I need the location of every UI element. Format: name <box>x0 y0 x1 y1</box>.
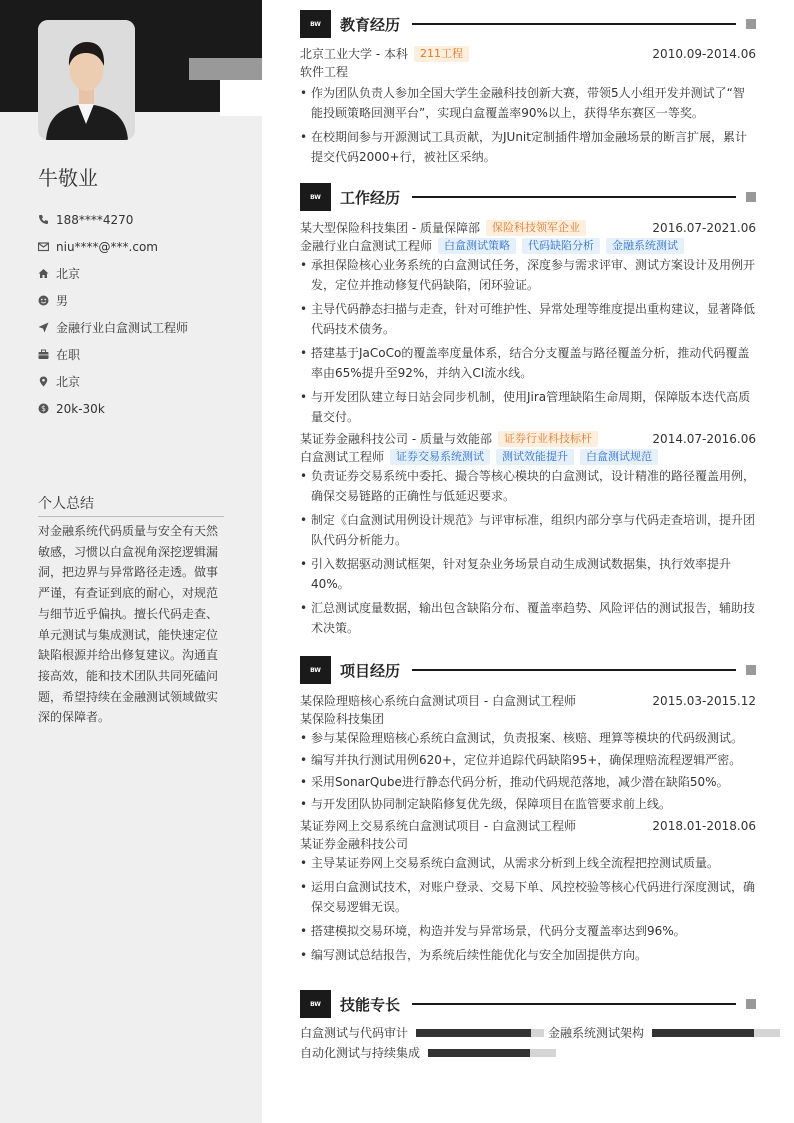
section-title: 项目经历 <box>340 661 401 680</box>
skill-bar-fill <box>428 1049 530 1057</box>
section-divider <box>412 23 736 25</box>
role-tag: 代码缺陷分析 <box>522 238 600 254</box>
info-residence <box>38 260 248 287</box>
list-item: • 与开发团队建立每日站会同步机制，使用Jira管理缺陷生命周期，保障版本迭代高质量交付。 <box>300 387 756 427</box>
section-badge: BW <box>300 183 331 211</box>
section-title: 教育经历 <box>340 15 401 34</box>
section-square <box>746 665 756 675</box>
work-bullets <box>300 255 756 427</box>
info-job-target <box>38 314 248 341</box>
list-item: • 编写测试总结报告，为系统后续性能优化与安全加固提供方向。 <box>300 945 756 965</box>
skill-bar <box>428 1049 556 1057</box>
skill-bar-fill <box>416 1029 531 1037</box>
section-square <box>746 192 756 202</box>
project-entry <box>300 692 756 814</box>
skill-item <box>548 1024 780 1041</box>
work-date: 2016.07-2021.06 <box>652 221 756 235</box>
home-icon <box>38 268 49 279</box>
candidate-name: 牛敬业 <box>38 166 98 190</box>
summary-text: 对金融系统代码质量与安全有天然敏感，习惯以白盒视角深挖逻辑漏洞，把边界与异常路径走透。做事严谨，有查证到底的耐心，对规范与细节近乎偏执。擅长代码走查、单元测试与集成测试，能快速定位缺陷根源并给出修复建议。沟通直接高效，能和技术团队共同死磕问题，希望持续在金融测试领域做实深的保障者。 <box>38 524 219 725</box>
section-title: 工作经历 <box>340 188 401 207</box>
sidebar-accent-block <box>189 58 262 80</box>
job-target-text: 金融行业白盒测试工程师 <box>56 321 189 335</box>
location-icon <box>38 376 49 387</box>
contact-info-list <box>38 206 248 422</box>
role-tag: 白盒测试规范 <box>580 449 658 465</box>
salary-icon <box>38 403 49 414</box>
info-salary <box>38 395 248 422</box>
project-entry <box>300 817 756 965</box>
work-entry <box>300 219 756 427</box>
list-item: • 编写并执行测试用例620+，定位并追踪代码缺陷95+，确保理赔流程逻辑严密。 <box>300 750 756 770</box>
section-badge: BW <box>300 10 331 38</box>
role-tag: 证券交易系统测试 <box>390 449 490 465</box>
company-tag: 保险科技领军企业 <box>486 220 586 236</box>
major: 软件工程 <box>300 65 349 79</box>
list-item: • 主导代码静态扫描与走查，针对可维护性、异常处理等维度提出重构建议，显著降低代码技术债务。 <box>300 299 756 339</box>
list-item: • 作为团队负责人参加全国大学生金融科技创新大赛，带领5人小组开发并测试了“智能投顾策略回测平台”，实现白盒覆盖率90%以上，获得华东赛区一等奖。 <box>300 83 756 123</box>
role-title: 白盒测试工程师 <box>300 450 385 464</box>
skill-bar <box>416 1029 544 1037</box>
send-icon <box>38 322 49 333</box>
info-status <box>38 341 248 368</box>
list-item: • 主导某证券网上交易系统白盒测试，从需求分析到上线全流程把控测试质量。 <box>300 853 756 873</box>
list-item: • 制定《白盒测试用例设计规范》与评审标准，组织内部分享与代码走查培训，提升团队代码分析能力。 <box>300 510 756 550</box>
section-square <box>746 19 756 29</box>
skill-item <box>300 1044 556 1061</box>
project-org: 某保险科技集团 <box>300 712 385 726</box>
section-divider <box>412 669 736 671</box>
education-row <box>300 45 756 63</box>
company-name: 某大型保险科技集团 - 质量保障部 <box>300 221 480 235</box>
project-org: 某证券金融科技公司 <box>300 837 409 851</box>
summary-title: 个人总结 <box>38 493 224 517</box>
phone-text: 188****4270 <box>56 212 134 227</box>
info-location <box>38 368 248 395</box>
section-divider <box>412 196 736 198</box>
role-row <box>300 237 756 255</box>
phone-icon <box>38 214 49 225</box>
sidebar <box>0 0 262 1123</box>
list-item: • 负责证券交易系统中委托、撮合等核心模块的白盒测试，设计精准的路径覆盖用例，确保交易链路的正确性与低延迟要求。 <box>300 466 756 506</box>
school-tag: 211工程 <box>414 46 469 62</box>
section-title: 技能专长 <box>340 995 401 1014</box>
list-item: • 搭建模拟交易环境，构造并发与异常场景，代码分支覆盖率达到96%。 <box>300 921 756 941</box>
list-item: • 运用白盒测试技术，对账户登录、交易下单、风控校验等核心代码进行深度测试，确保交易逻辑无误。 <box>300 877 756 917</box>
email-icon <box>38 241 49 252</box>
info-phone <box>38 206 248 233</box>
projects-section <box>300 656 756 965</box>
list-item: • 引入数据驱动测试框架，针对复杂业务场景自动生成测试数据集，执行效率提升40%。 <box>300 554 756 594</box>
salary-text: 20k-30k <box>56 401 105 416</box>
role-tag: 白盒测试策略 <box>438 238 516 254</box>
education-date: 2010.09-2014.06 <box>652 47 756 61</box>
list-item: • 搭建基于JaCoCo的覆盖率度量体系，结合分支覆盖与路径覆盖分析，推动代码覆盖率由65%提升至92%，并纳入CI流水线。 <box>300 343 756 383</box>
section-header <box>300 183 756 211</box>
list-item: • 与开发团队协同制定缺陷修复优先级，保障项目在监管要求前上线。 <box>300 794 756 814</box>
role-tag: 测试效能提升 <box>496 449 574 465</box>
school-name: 北京工业大学 - 本科 <box>300 47 408 61</box>
status-text: 在职 <box>56 348 81 362</box>
avatar <box>38 20 135 140</box>
project-date: 2018.01-2018.06 <box>652 819 756 833</box>
gender-text: 男 <box>56 294 69 308</box>
briefcase-icon <box>38 349 49 360</box>
work-section <box>300 183 756 638</box>
section-header <box>300 990 756 1018</box>
gender-icon <box>38 295 49 306</box>
list-item: • 承担保险核心业务系统的白盒测试任务，深度参与需求评审、测试方案设计及用例开发，定位并推动修复代码缺陷，闭环验证。 <box>300 255 756 295</box>
email-text: niu****@***.com <box>56 239 158 254</box>
skill-name: 自动化测试与持续集成 <box>300 1046 421 1060</box>
work-bullets <box>300 466 756 638</box>
skill-name: 金融系统测试架构 <box>548 1026 645 1040</box>
list-item: • 汇总测试度量数据，输出包含缺陷分布、覆盖率趋势、风险评估的测试报告，辅助技术决策。 <box>300 598 756 638</box>
section-square <box>746 999 756 1009</box>
project-header <box>300 817 756 835</box>
section-badge: BW <box>300 990 331 1018</box>
role-title: 金融行业白盒测试工程师 <box>300 239 433 253</box>
info-gender <box>38 287 248 314</box>
list-item: • 在校期间参与开源测试工具贡献，为JUnit定制插件增加金融场景的断言扩展，累计提交代码2000+行，被社区采纳。 <box>300 127 756 167</box>
skill-bar-fill <box>652 1029 754 1037</box>
work-entry <box>300 430 756 638</box>
sidebar-accent-block <box>220 80 262 116</box>
skill-name: 白盒测试与代码审计 <box>300 1026 409 1040</box>
section-divider <box>412 1003 736 1005</box>
section-header <box>300 10 756 38</box>
list-item: • 采用SonarQube进行静态代码分析，推动代码规范落地，减少潜在缺陷50%。 <box>300 772 756 792</box>
work-entry-header <box>300 219 756 237</box>
project-name: 某证券网上交易系统白盒测试项目 - 白盒测试工程师 <box>300 819 576 833</box>
section-header <box>300 656 756 684</box>
residence-text: 北京 <box>56 267 81 281</box>
project-name: 某保险理赔核心系统白盒测试项目 - 白盒测试工程师 <box>300 694 576 708</box>
education-bullets <box>300 83 756 167</box>
role-tag: 金融系统测试 <box>606 238 684 254</box>
svg-text:$: $ <box>41 404 46 414</box>
company-tag: 证券行业科技标杆 <box>498 431 598 447</box>
company-name: 某证券金融科技公司 - 质量与效能部 <box>300 432 492 446</box>
project-header <box>300 692 756 710</box>
info-email <box>38 233 248 260</box>
work-entry-header <box>300 430 756 448</box>
role-row <box>300 448 756 466</box>
location-text: 北京 <box>56 375 81 389</box>
skill-bar <box>652 1029 780 1037</box>
project-bullets <box>300 728 756 814</box>
project-date: 2015.03-2015.12 <box>652 694 756 708</box>
education-section <box>300 10 756 167</box>
section-badge: BW <box>300 656 331 684</box>
project-bullets <box>300 853 756 965</box>
skills-section <box>300 990 756 1018</box>
list-item: • 参与某保险理赔核心系统白盒测试，负责报案、核赔、理算等模块的代码级测试。 <box>300 728 756 748</box>
skill-item <box>300 1024 544 1041</box>
work-date: 2014.07-2016.06 <box>652 432 756 446</box>
